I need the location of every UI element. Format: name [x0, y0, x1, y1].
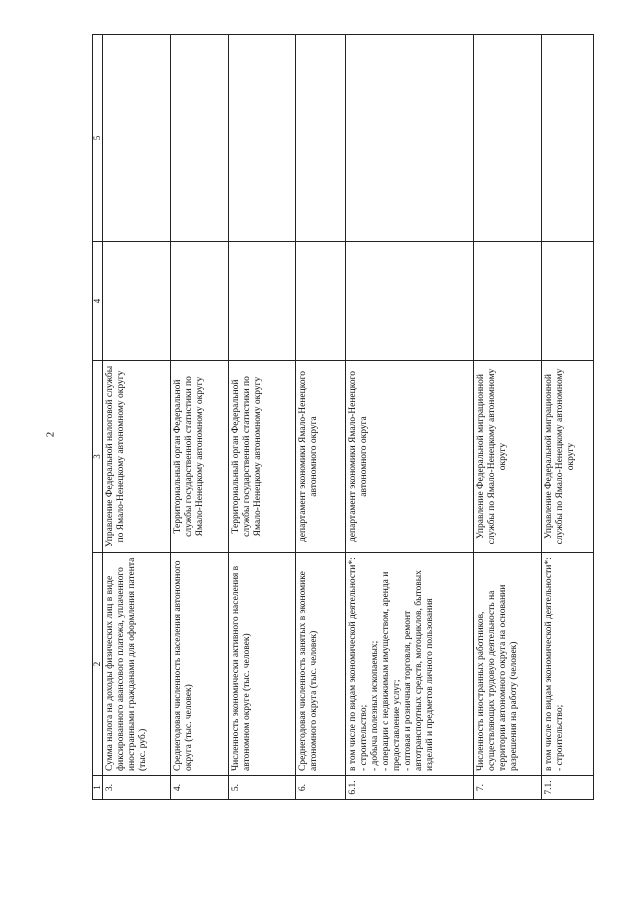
table-row	[296, 35, 346, 800]
table-header-row	[93, 35, 103, 800]
column-number-3: 3	[93, 361, 103, 553]
source-cell: Управление Федеральной миграционной службы по Ямало-Ненецкому автономному округу	[542, 361, 594, 553]
indicator-line: - операции с недвижимым имуществом, аренда и предоставление услуг;	[381, 571, 403, 771]
row-number: 7.	[474, 776, 542, 800]
empty-cell	[296, 35, 346, 242]
empty-cell	[171, 35, 229, 242]
indicator-line: в том числе по видам экономической деятельности*:	[348, 557, 358, 771]
indicator-cell	[346, 553, 474, 776]
source-cell: департамент экономики Ямало-Ненецкого автономного округа	[296, 361, 346, 553]
source-cell: департамент экономики Ямало-Ненецкого автономного округа	[346, 361, 474, 553]
empty-cell	[103, 242, 171, 361]
row-number: 6.	[296, 776, 346, 800]
empty-cell	[346, 35, 474, 242]
empty-cell	[296, 242, 346, 361]
indicator-line: в том числе по видам экономической деятельности*:	[544, 557, 554, 771]
column-number-2: 2	[93, 553, 103, 776]
row-number: 7.1.	[542, 776, 594, 800]
row-number: 5.	[229, 776, 296, 800]
table-row	[103, 35, 171, 800]
column-number-4: 4	[93, 242, 103, 361]
empty-cell	[171, 242, 229, 361]
table-row	[229, 35, 296, 800]
empty-cell	[346, 242, 474, 361]
table-row	[542, 35, 594, 800]
indicator-line: - строительство;	[555, 704, 566, 771]
indicator-cell: Среднегодовая численность населения автономного округа (тыс. человек)	[171, 553, 229, 776]
source-cell: Территориальный орган Федеральной службы государственной статистики по Ямало-Ненецкому автономному округу	[171, 361, 229, 553]
table-row	[474, 35, 542, 800]
indicator-line: - строительство;	[359, 704, 370, 771]
column-number-1: 1	[93, 776, 103, 800]
indicator-cell: Численность экономически активного населения в автономном округе (тыс. человек)	[229, 553, 296, 776]
indicator-cell: Сумма налога на доходы физических лиц в виде фиксированного авансового платежа, уплаченного иностранными гражданами для оформления патента (тыс. руб.)	[103, 553, 171, 776]
empty-cell	[103, 35, 171, 242]
indicator-line: - добыча полезных ископаемых;	[370, 640, 381, 771]
empty-cell	[229, 242, 296, 361]
indicator-cell: Численность иностранных работников, осуществляющих трудовую деятельность на территории автономного округа на основании разрешения на работу (человек)	[474, 553, 542, 776]
row-number: 3.	[103, 776, 171, 800]
row-number: 4.	[171, 776, 229, 800]
indicator-cell	[542, 553, 594, 776]
source-cell: Управление Федеральной миграционной службы по Ямало-Ненецкому автономному округу	[474, 361, 542, 553]
indicator-cell: Среднегодовая численность занятых в экономике автономного округа (тыс. человек)	[296, 553, 346, 776]
table-row	[346, 35, 474, 800]
source-cell: Управление Федеральной налоговой службы по Ямало-Ненецкому автономному округу	[103, 361, 171, 553]
rotated-table-container	[92, 35, 594, 800]
empty-cell	[542, 242, 594, 361]
source-cell: Территориальный орган Федеральной службы государственной статистики по Ямало-Ненецкому автономному округу	[229, 361, 296, 553]
table-row	[171, 35, 229, 800]
empty-cell	[229, 35, 296, 242]
indicators-table	[92, 34, 594, 800]
column-number-5: 5	[93, 35, 103, 242]
empty-cell	[474, 242, 542, 361]
row-number: 6.1.	[346, 776, 474, 800]
page-number: 2	[44, 431, 57, 438]
empty-cell	[474, 35, 542, 242]
empty-cell	[542, 35, 594, 242]
indicator-line: - оптовая и розничная торговля, ремонт автотранспортных средств, мотоциклов, бытовых изделий и предметов личного пользования	[403, 570, 436, 771]
